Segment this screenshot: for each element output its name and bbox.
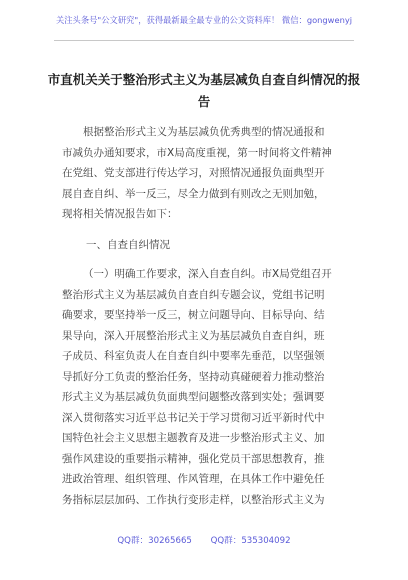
paragraph-line: 导抓好分工负责的整治任务，坚持动真碰硬着力推动整治: [62, 370, 325, 383]
section1-paragraph: [62, 264, 352, 510]
title-line-1: 市直机关关于整治形式主义为基层减负自查自纠情况的报: [47, 72, 361, 87]
paragraph-line: 进政治管理、组织管理、作风管理，在具体工作中避免任: [62, 473, 325, 485]
paragraph-line: （一）明确工作要求，深入自查自纠。市X局党组召开: [83, 268, 332, 280]
intro-line: 市减负办通知要求，市X局高度重视，第一时间将文件精神: [62, 146, 332, 159]
intro-line: 根据整治形式主义为基层减负优秀典型的情况通报和: [83, 126, 325, 138]
paragraph-line: 务指标层层加码、工作执行变形走样，以整治形式主义为: [62, 493, 325, 506]
intro-line: 现将相关情况报告如下：: [62, 208, 178, 220]
paragraph-line: 国特色社会主义思想主题教育及进一步整治形式主义、加: [62, 432, 325, 444]
paragraph-line: 子成员、科室负责人在自查自纠中要率先垂范，以坚强领: [62, 350, 325, 362]
document-title: [44, 69, 364, 113]
footer-contact: [0, 534, 408, 546]
qq-group-1: QQ群：30265665: [117, 536, 192, 546]
header-banner: 关注头条号"公文研究"，获得最新最全最专业的公文资料库！ 微信：gongwenyj: [55, 15, 353, 25]
paragraph-line: 整治形式主义为基层减负自查自纠专题会议，党组书记明: [62, 288, 325, 301]
title-line-2: 告: [197, 94, 211, 109]
paragraph-line: 强作风建设的重要指示精神，强化党员干部思想教育，推: [62, 452, 325, 465]
intro-paragraph: [62, 122, 352, 225]
header-divider: [54, 40, 354, 41]
paragraph-line: 果导向，深入开展整治形式主义为基层减负自查自纠，班: [62, 329, 325, 342]
paragraph-line: 形式主义为基层减负负面典型问题整改落到实处；强调要: [62, 391, 325, 403]
section-heading: 一、自查自纠情况: [86, 239, 170, 251]
qq-group-2: QQ群：535304092: [210, 536, 291, 546]
intro-line: 展自查自纠、举一反三，尽全力做到有则改之无则加勉，: [62, 187, 325, 200]
intro-line: 在党组、党支部进行传达学习，对照情况通报负面典型开: [62, 167, 325, 179]
paragraph-line: 深入贯彻落实习近平总书记关于学习贯彻习近平新时代中: [62, 411, 325, 424]
paragraph-line: 确要求，要坚持举一反三，树立问题导向、目标导向、结: [62, 309, 325, 321]
